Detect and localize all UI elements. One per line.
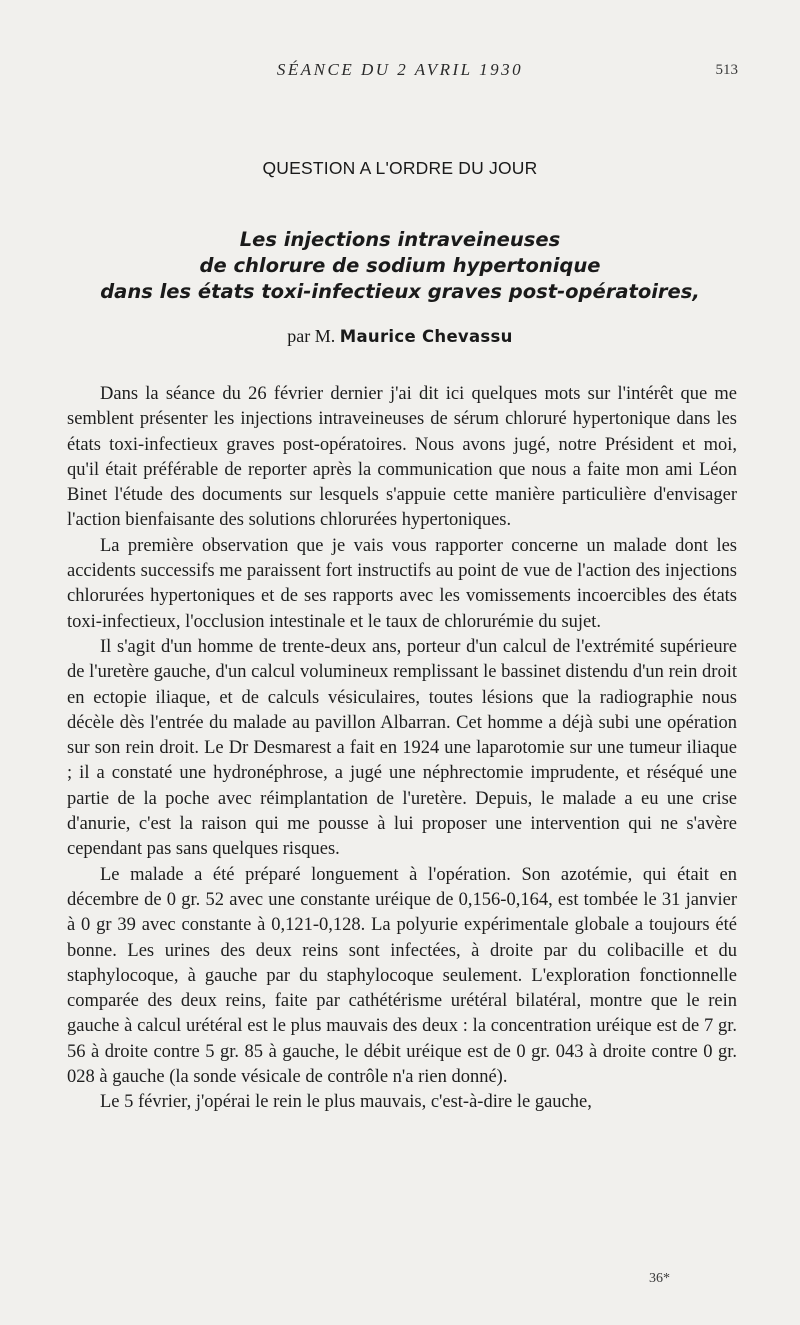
- body-paragraph: Le malade a été préparé longuement à l'opération. Son azotémie, qui était en décembre de 0 gr. 52 avec une constante uréique de 0,156-0,164, est tombée le 31 janvier à 0 gr 39 avec constante à 0,121-0,128. La polyurie expérimentale globale a toujours été bonne. Les urines des deux reins sont infectées, à droite par du colibacille et du staphylocoque, à gauche par du staphylocoque seulement. L'exploration fonctionnelle comparée des deux reins, faite par cathétérisme urétéral bilatéral, montre que le rein gauche à calcul urétéral est le plus mauvais des deux : la concentration uréique est de 7 gr. 56 à droite contre 5 gr. 85 à gauche, le débit uréique est de 0 gr. 043 à droite contre 0 gr. 028 à gauche (la sonde vésicale de contrôle n'a rien donné).: [67, 864, 737, 1088]
- running-title: SÉANCE DU 2 AVRIL 1930: [276, 60, 524, 79]
- byline-prefix: par M.: [287, 326, 336, 346]
- author-name: Maurice Chevassu: [339, 327, 513, 346]
- article-title: [0, 227, 800, 305]
- page-number: 513: [715, 62, 738, 78]
- body-paragraph: La première observation que je vais vous rapporter concerne un malade dont les accidents successifs me paraissent fort instructifs au point de vue de l'action des injections chlorurées hypertoniques et de ses rapports avec les vomissements incoercibles des états toxi-infectieux, l'occlusion intestinale et le taux de chlorurémie du sujet.: [67, 535, 737, 632]
- article-title-line: Les injections intraveineuses: [239, 228, 561, 251]
- article-title-line: dans les états toxi-infectieux graves post-opératoires,: [100, 280, 700, 303]
- article-body: [67, 382, 737, 1116]
- byline: [0, 326, 800, 347]
- article-title-line: de chlorure de sodium hypertonique: [199, 254, 601, 277]
- running-header: [0, 60, 800, 84]
- body-paragraph: Le 5 février, j'opérai le rein le plus mauvais, c'est-à-dire le gauche,: [100, 1092, 592, 1113]
- signature-mark: 36*: [649, 1271, 670, 1286]
- body-paragraph: Dans la séance du 26 février dernier j'ai dit ici quelques mots sur l'intérêt que me semblent présenter les injections intraveineuses de sérum chloruré hypertonique dans les états toxi-infectieux graves post-opératoires. Nous avons jugé, notre Président et moi, qu'il était préférable de reporter après la communication que nous a faite mon ami Léon Binet l'étude des documents sur lesquels s'appuie cette manière particulière d'envisager l'action bienfaisante des solutions chlorurées hypertoniques.: [67, 384, 737, 531]
- body-paragraph: Il s'agit d'un homme de trente-deux ans, porteur d'un calcul de l'extrémité supérieure de l'uretère gauche, d'un calcul volumineux remplissant le bassinet distendu d'un rein droit en ectopie iliaque, et de calculs vésiculaires, toutes lésions que la radiographie nous décèle dès l'entrée du malade au pavillon Albarran. Cet homme a déjà subi une opération sur son rein droit. Le Dr Desmarest a fait en 1924 une laparotomie sur une tumeur iliaque ; il a constaté une hydronéphrose, a jugé une néphrectomie imprudente, et réséqué une partie de la poche avec réimplantation de l'uretère. Depuis, le malade a eu une crise d'anurie, c'est la raison qui me pousse à lui proposer une intervention qui ne s'avère cependant pas sans quelques risques.: [67, 636, 737, 860]
- section-title: QUESTION A L'ORDRE DU JOUR: [262, 158, 538, 178]
